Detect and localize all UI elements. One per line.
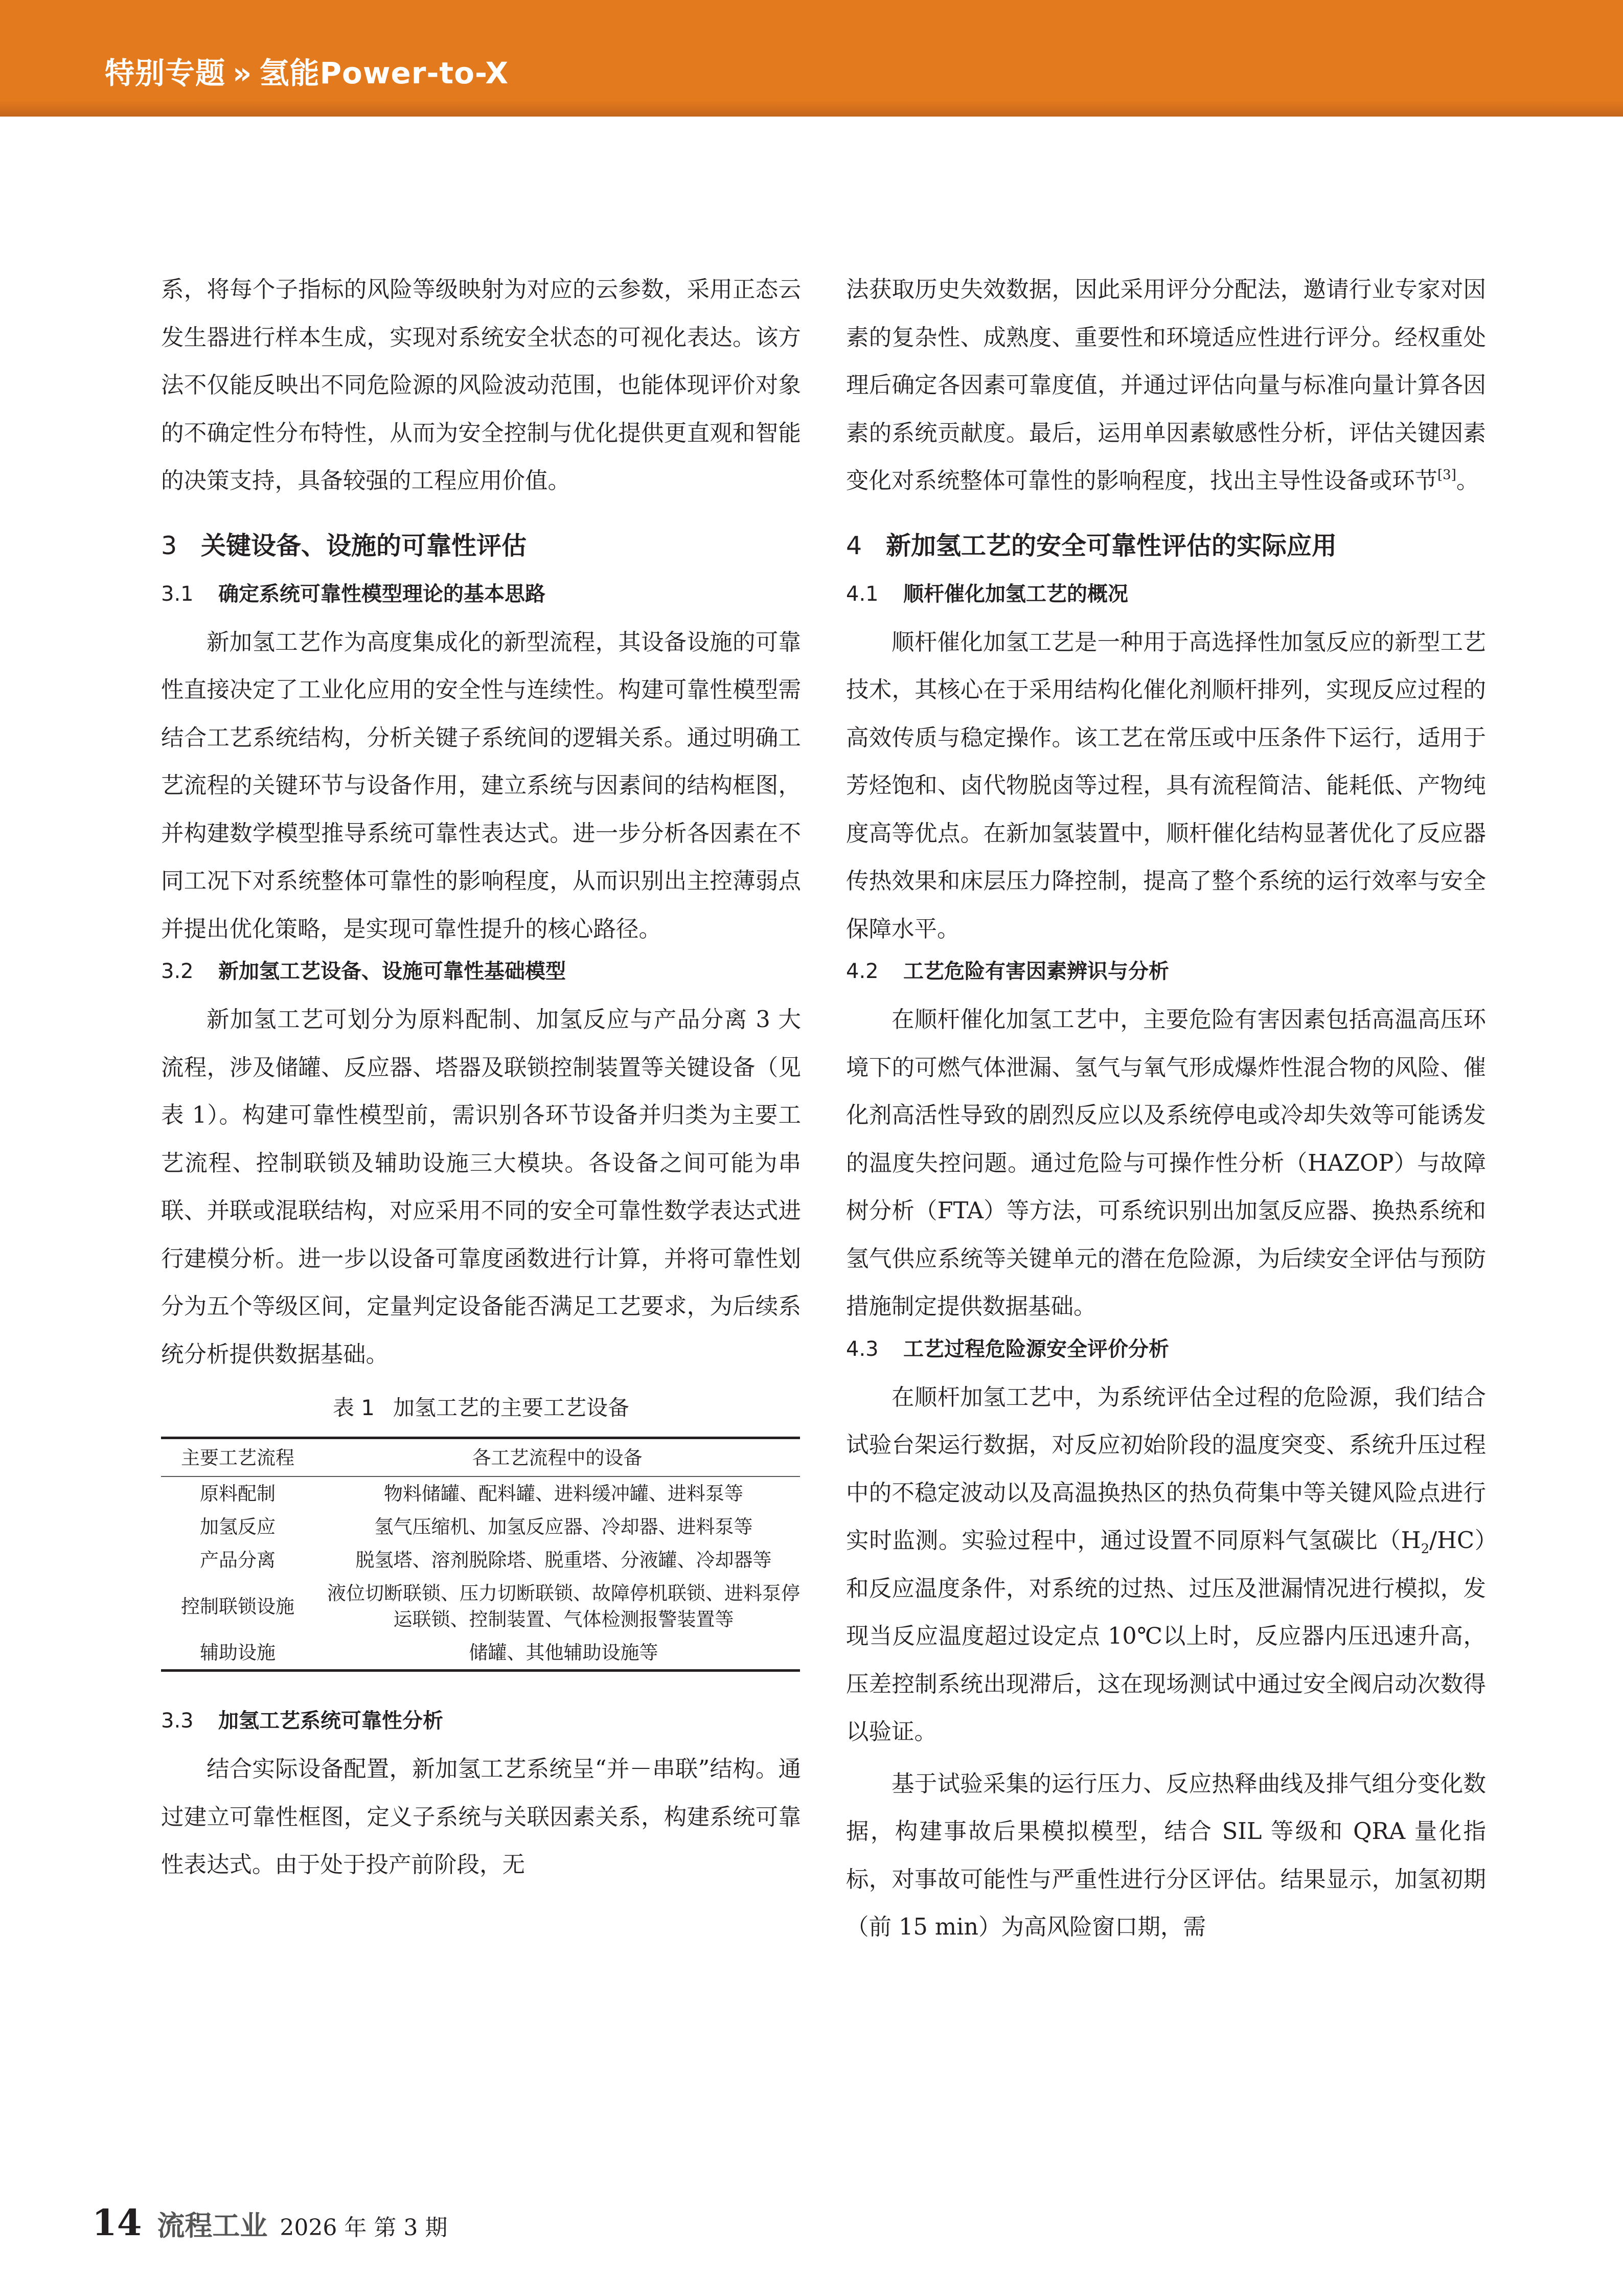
- section-3-1-title: 确定系统可靠性模型理论的基本思路: [218, 582, 545, 606]
- table-row: [161, 1636, 800, 1671]
- table-cell-process: 原料配制: [200, 1483, 276, 1505]
- right-column: [846, 266, 1486, 1951]
- section-3-1-paragraph: 新加氢工艺作为高度集成化的新型流程，其设备设施的可靠性直接决定了工业化应用的安全性与连续性。构建可靠性模型需结合工艺系统结构，分析关键子系统间的逻辑关系。通过明确工艺流程的关键环节与设备作用，建立系统与因素间的结构框图，并构建数学模型推导系统可靠性表达式。进一步分析各因素在不同工况下对系统整体可靠性的影响程度，从而识别出主控薄弱点并提出优化策略，是实现可靠性提升的核心路径。: [161, 629, 801, 942]
- section-3-heading: [161, 531, 801, 561]
- header-section-label: 特别专题: [105, 56, 226, 90]
- table-cell-process: 辅助设施: [200, 1642, 276, 1664]
- table-cell-equipment: 液位切断联锁、压力切断联锁、故障停机联锁、进料泵停运联锁、控制装置、气体检测报警装置等: [327, 1582, 800, 1630]
- continued-paragraph-text: 法获取历史失效数据，因此采用评分分配法，邀请行业专家对因素的复杂性、成熟度、重要性和环境适应性进行评分。经权重处理后确定各因素可靠度值，并通过评估向量与标准向量计算各因素的系统贡献度。最后，运用单因素敏感性分析，评估关键因素变化对系统整体可靠性的影响程度，找出主导性设备或环节: [846, 277, 1486, 494]
- left-column: [161, 266, 801, 1889]
- section-4-2-heading: [846, 958, 1486, 985]
- section-3-3-paragraph: 结合实际设备配置，新加氢工艺系统呈“并－串联”结构。通过建立可靠性框图，定义子系统与关联因素关系，构建系统可靠性表达式。由于处于投产前阶段，无: [161, 1756, 801, 1878]
- section-3-2-title: 新加氢工艺设备、设施可靠性基础模型: [218, 960, 566, 983]
- section-4-3-title: 工艺过程危险源安全评价分析: [903, 1337, 1169, 1361]
- header-topic-label: 氢能Power-to-X: [259, 56, 509, 90]
- section-4-1-paragraph: 顺杆催化加氢工艺是一种用于高选择性加氢反应的新型工艺技术，其核心在于采用结构化催化剂顺杆排列，实现反应过程的高效传质与稳定操作。该工艺在常压或中压条件下运行，适用于芳烃饱和、卤代物脱卤等过程，具有流程简洁、能耗低、产物纯度高等优点。在新加氢装置中，顺杆催化结构显著优化了反应器传热效果和床层压力降控制，提高了整个系统的运行效率与安全保障水平。: [846, 629, 1486, 942]
- table-cell-process: 产品分离: [200, 1549, 276, 1571]
- table-cell-equipment: 物料储罐、配料罐、进料缓冲罐、进料泵等: [384, 1483, 743, 1505]
- section-4-2-title: 工艺危险有害因素辨识与分析: [903, 960, 1169, 983]
- section-4-title: 新加氢工艺的安全可靠性评估的实际应用: [886, 531, 1337, 560]
- table-row: [161, 1543, 800, 1577]
- table-1-title: 加氢工艺的主要工艺设备: [393, 1395, 630, 1420]
- section-3-2-paragraph: 新加氢工艺可划分为原料配制、加氢反应与产品分离 3 大流程，涉及储罐、反应器、塔器及联锁控制装置等关键设备（见表 1）。构建可靠性模型前，需识别各环节设备并归类为主要工艺流程、控制联锁及辅助设施三大模块。各设备之间可能为串联、并联或混联结构，对应采用不同的安全可靠性数学表达式进行建模分析。进一步以设备可靠度函数进行计算，并将可靠性划分为五个等级区间，定量判定设备能否满足工艺要求，为后续系统分析提供数据基础。: [161, 1007, 801, 1368]
- continued-paragraph-end: 。: [1456, 468, 1479, 494]
- section-4-2-number: 4.2: [846, 960, 879, 983]
- page-footer: [92, 2201, 447, 2244]
- citation-3: [3]: [1437, 467, 1456, 483]
- intro-paragraph: 系，将每个子指标的风险等级映射为对应的云参数，采用正态云发生器进行样本生成，实现对系统安全状态的可视化表达。该方法不仅能反映出不同危险源的风险波动范围，也能体现评价对象的不确定性分布特性，从而为安全控制与优化提供更直观和智能的决策支持，具备较强的工程应用价值。: [161, 277, 801, 494]
- section-3-title: 关键设备、设施的可靠性评估: [201, 531, 527, 560]
- h2-subscript: 2: [1421, 1541, 1430, 1557]
- table-cell-equipment: 脱氢塔、溶剂脱除塔、脱重塔、分液罐、冷却器等: [355, 1549, 772, 1571]
- table-cell-equipment: 氢气压缩机、加氢反应器、冷却器、进料泵等: [374, 1516, 753, 1538]
- breadcrumb-separator-icon: »: [233, 56, 253, 90]
- section-4-3-paragraph-1: [846, 1374, 1486, 1756]
- table-row: [161, 1510, 800, 1543]
- table-header-row: [161, 1438, 800, 1477]
- section-4-3-paragraph-2: 基于试验采集的运行压力、反应热释曲线及排气组分变化数据，构建事故后果模拟模型，结合 SIL 等级和 QRA 量化指标，对事故可能性与严重性进行分区评估。结果显示，加氢初期（前 15 min）为高风险窗口期，需: [846, 1770, 1486, 1940]
- section-4-1-number: 4.1: [846, 582, 879, 606]
- table-row: [161, 1577, 800, 1636]
- section-4-heading: [846, 531, 1486, 561]
- section-4-3-paragraph-1-part-a: 在顺杆加氢工艺中，为系统评估全过程的危险源，我们结合试验台架运行数据，对反应初始阶段的温度突变、系统升压过程中的不稳定波动以及高温换热区的热负荷集中等关键风险点进行实时监测。实验过程中，通过设置不同原料气氢碳比（H: [846, 1384, 1486, 1554]
- table-header-equipment: 各工艺流程中的设备: [472, 1447, 643, 1469]
- section-4-3-paragraph-1-part-b: /HC）和反应温度条件，对系统的过热、过压及泄漏情况进行模拟，发现当反应温度超过设定点 10℃以上时，反应器内压迅速升高，压差控制系统出现滞后，这在现场测试中通过安全阀启动次数得以验证。: [846, 1528, 1486, 1745]
- equipment-table: [161, 1437, 800, 1672]
- issue-label: 2026 年 第 3 期: [280, 2215, 448, 2241]
- section-3-1-heading: [161, 581, 801, 607]
- section-4-3-heading: [846, 1336, 1486, 1362]
- section-4-3-number: 4.3: [846, 1337, 879, 1361]
- table-header-process: 主要工艺流程: [181, 1447, 294, 1469]
- section-3-2-number: 3.2: [161, 960, 194, 983]
- continued-paragraph: [846, 266, 1486, 505]
- table-1-label: 表 1: [332, 1395, 375, 1420]
- table-cell-equipment: 储罐、其他辅助设施等: [469, 1642, 658, 1664]
- table-cell-process: 加氢反应: [200, 1516, 276, 1538]
- section-3-3-number: 3.3: [161, 1709, 194, 1733]
- table-row: [161, 1476, 800, 1510]
- section-4-1-title: 顺杆催化加氢工艺的概况: [903, 582, 1128, 606]
- section-4-number: 4: [846, 531, 862, 560]
- page-number: 14: [92, 2201, 142, 2244]
- section-3-3-heading: [161, 1708, 801, 1734]
- section-4-1-heading: [846, 581, 1486, 607]
- section-header-bar: [0, 0, 1623, 117]
- journal-name: 流程工业: [157, 2209, 268, 2242]
- section-3-number: 3: [161, 531, 177, 560]
- table-1-caption: [161, 1393, 801, 1423]
- section-3-3-title: 加氢工艺系统可靠性分析: [218, 1709, 443, 1733]
- table-cell-process: 控制联锁设施: [181, 1595, 294, 1618]
- header-title: [105, 49, 509, 92]
- section-4-2-paragraph: 在顺杆催化加氢工艺中，主要危险有害因素包括高温高压环境下的可燃气体泄漏、氢气与氧气形成爆炸性混合物的风险、催化剂高活性导致的剧烈反应以及系统停电或冷却失效等可能诱发的温度失控问题。通过危险与可操作性分析（HAZOP）与故障树分析（FTA）等方法，可系统识别出加氢反应器、换热系统和氢气供应系统等关键单元的潜在危险源，为后续安全评估与预防措施制定提供数据基础。: [846, 1007, 1486, 1320]
- section-3-2-heading: [161, 958, 801, 985]
- section-3-1-number: 3.1: [161, 582, 194, 606]
